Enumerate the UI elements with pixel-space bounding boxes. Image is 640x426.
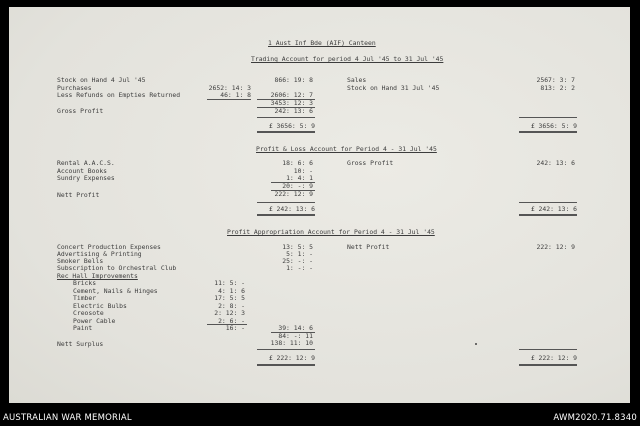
- double-rule: [519, 214, 577, 216]
- list-item-value: 2: 8: -: [218, 302, 245, 310]
- double-rule: [519, 364, 577, 366]
- footer-institution: AUSTRALIAN WAR MEMORIAL: [3, 413, 132, 423]
- appr-surplus-value: 138: 11: 10: [270, 339, 313, 347]
- appr-debit-label: Subscription to Orchestral Club: [57, 264, 177, 272]
- appr-debit-value: 25: -: -: [282, 257, 313, 265]
- appr-credit-label: Nett Profit: [347, 243, 390, 251]
- trading-debit-outer: 866: 19: 8: [274, 76, 313, 84]
- list-item-label: Electric Bulbs: [73, 302, 127, 310]
- rule: [257, 117, 315, 118]
- trading-debit-inner: 2652: 14: 3: [208, 84, 251, 92]
- list-item-label: Power Cable: [73, 317, 116, 325]
- trading-debit-inner: 46: 1: 8: [220, 91, 251, 99]
- list-item-label: Timber: [73, 294, 97, 302]
- appropriation-heading: Profit Appropriation Account for Period 4 - 31 Jul '45: [227, 228, 435, 236]
- rec-hall-subheading: Rec Hall Improvements: [57, 272, 138, 280]
- appr-debit-label: Smoker Bells: [57, 257, 104, 265]
- rule: [257, 107, 315, 108]
- rule: [257, 349, 315, 350]
- rule: [271, 190, 315, 191]
- appr-credit-value: 222: 12: 9: [536, 243, 575, 251]
- pl-credit-value: 242: 13: 6: [536, 159, 575, 167]
- pl-debit-label: Sundry Expenses: [57, 174, 115, 182]
- appr-sub-total: 84: -: 11: [278, 332, 313, 340]
- pl-debit-value: 1: 4: 1: [286, 174, 313, 182]
- appr-debit-label: Concert Production Expenses: [57, 243, 161, 251]
- appr-debit-value: 5: 1: -: [286, 250, 313, 258]
- list-item-label: Cement, Nails & Hinges: [73, 287, 158, 295]
- trading-debit-label: Stock on Hand 4 Jul '45: [57, 76, 146, 84]
- trading-debit-label: Less Refunds on Empties Returned: [57, 91, 181, 99]
- rule: [207, 324, 247, 325]
- list-item-label: Paint: [73, 324, 93, 332]
- pl-credit-label: Gross Profit: [347, 159, 394, 167]
- list-item-value: 16: -: [225, 324, 245, 332]
- double-rule: [519, 131, 577, 133]
- pl-debit-value: 18: 6: 6: [282, 159, 313, 167]
- trading-total-left: £ 3656: 5: 9: [268, 122, 315, 130]
- double-rule: [257, 364, 315, 366]
- appr-debit-value: 1: -: -: [286, 264, 313, 272]
- pl-total-right: £ 242: 13: 6: [530, 205, 577, 213]
- trading-credit-label: Stock on Hand 31 Jul '45: [347, 84, 440, 92]
- pl-total-left: £ 242: 13: 6: [268, 205, 315, 213]
- list-item-value: 11: 5: -: [214, 279, 245, 287]
- footer-accession-number: AWM2020.71.8340: [553, 413, 637, 423]
- document-page: [9, 7, 630, 403]
- trading-debit-label: Purchases: [57, 84, 92, 92]
- pl-debit-value: 20: -: 9: [282, 182, 313, 190]
- trading-debit-outer: 3453: 12: 3: [270, 99, 313, 107]
- ink-speck: [475, 343, 477, 345]
- double-rule: [257, 214, 315, 216]
- list-item-label: Creosote: [73, 309, 104, 317]
- list-item-value: 2: 6: -: [218, 317, 245, 325]
- trading-debit-label: Gross Profit: [57, 107, 104, 115]
- trading-credit-value: 2567: 3: 7: [536, 76, 575, 84]
- trading-debit-outer: 242: 13: 6: [274, 107, 313, 115]
- list-item-value: 17: 5: 5: [214, 294, 245, 302]
- list-item-value: 4: 1: 6: [218, 287, 245, 295]
- pl-debit-label: Account Books: [57, 167, 108, 175]
- double-rule: [257, 131, 315, 133]
- trading-heading: Trading Account for period 4 Jul '45 to 31 Jul '45: [251, 55, 444, 63]
- trading-credit-label: Sales: [347, 76, 367, 84]
- rule: [271, 182, 315, 183]
- pl-debit-value: 10: -: [293, 167, 313, 175]
- rule: [257, 202, 315, 203]
- appr-total-right: £ 222: 12: 9: [530, 354, 577, 362]
- list-item-value: 2: 12: 3: [214, 309, 245, 317]
- appr-total-left: £ 222: 12: 9: [268, 354, 315, 362]
- items-total: 39: 14: 6: [278, 324, 313, 332]
- pl-debit-label: Nett Profit: [57, 191, 100, 199]
- rule: [257, 99, 315, 100]
- rule: [519, 117, 577, 118]
- appr-debit-value: 13: 5: 5: [282, 243, 313, 251]
- rule: [519, 202, 577, 203]
- profit-loss-heading: Profit & Loss Account for Period 4 - 31 Jul '45: [256, 145, 437, 153]
- rule: [519, 349, 577, 350]
- pl-debit-value: 222: 12: 9: [274, 190, 313, 198]
- list-item-label: Bricks: [73, 279, 97, 287]
- pl-debit-label: Rental A.A.C.S.: [57, 159, 115, 167]
- appr-debit-label: Advertising & Printing: [57, 250, 142, 258]
- rule: [207, 99, 251, 100]
- trading-total-right: £ 3656: 5: 9: [530, 122, 577, 130]
- nett-surplus-label: Nett Surplus: [57, 340, 104, 348]
- trading-debit-outer: 2606: 12: 7: [270, 91, 313, 99]
- org-title: 1 Aust Inf Bde (AIF) Canteen: [268, 39, 376, 47]
- trading-credit-value: 813: 2: 2: [540, 84, 575, 92]
